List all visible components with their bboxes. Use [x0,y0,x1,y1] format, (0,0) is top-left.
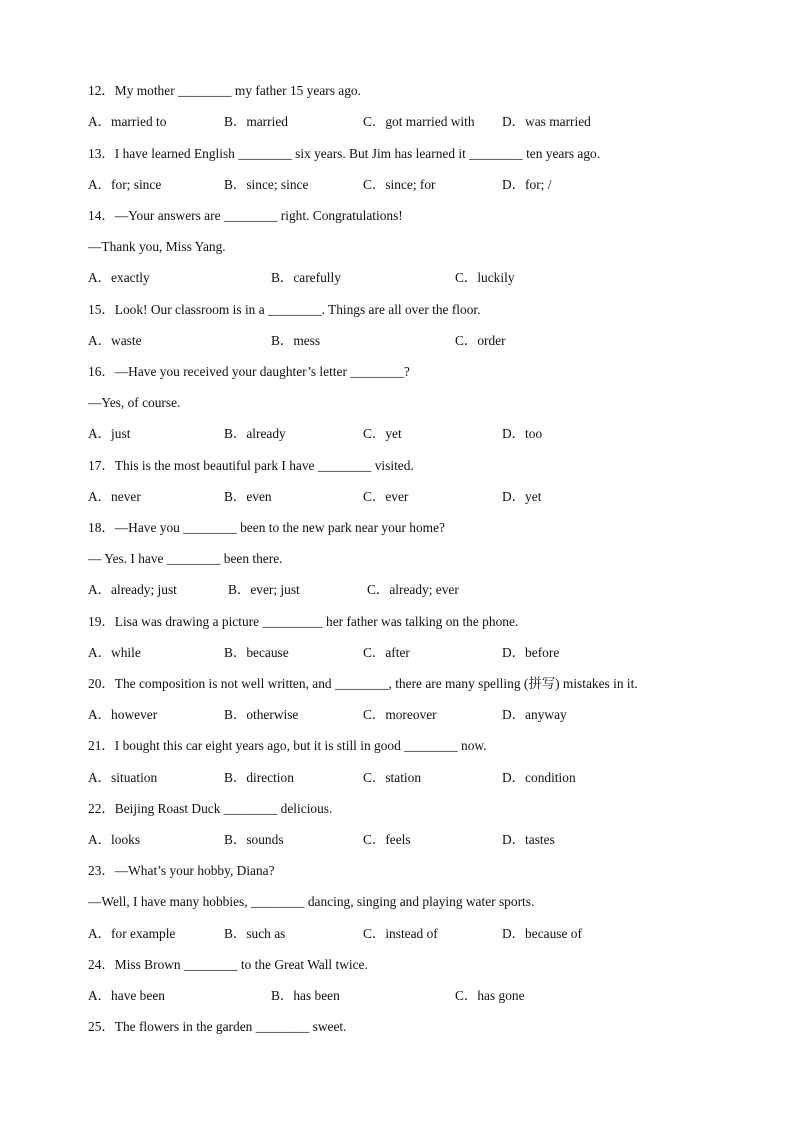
option-c: C．instead of [363,926,438,941]
question-stem: 16．—Have you received your daughter’s letter ________? [88,364,410,379]
option-row [88,769,728,787]
option-c: C．got married with [363,114,475,129]
option-row [88,581,728,599]
question-reply: —Thank you, Miss Yang. [88,239,226,254]
question-stem: 22．Beijing Roast Duck ________ delicious. [88,801,333,816]
option-d: D．was married [502,114,591,129]
option-b: B．already [224,426,286,441]
option-d: D．tastes [502,832,555,847]
option-a: A．situation [88,770,158,785]
option-c: C．yet [363,426,402,441]
question-reply: —Well, I have many hobbies, ________ dancing, singing and playing water sports. [88,894,535,909]
question-stem: 15．Look! Our classroom is in a ________. Things are all over the floor. [88,302,481,317]
question-stem: 19．Lisa was drawing a picture _________ her father was talking on the phone. [88,614,519,629]
option-row [88,831,728,849]
option-a: A．while [88,645,141,660]
option-c: C．feels [363,832,411,847]
option-c: C．moreover [363,707,437,722]
option-row [88,269,728,287]
option-row [88,644,728,662]
option-row [88,113,728,131]
option-c: C．station [363,770,422,785]
option-d: D．anyway [502,707,567,722]
option-b: B．such as [224,926,286,941]
option-b: B．ever; just [228,582,300,597]
option-c: C．has gone [455,988,525,1003]
option-c: C．luckily [455,270,515,285]
option-row [88,706,728,724]
option-d: D．because of [502,926,582,941]
option-row [88,488,728,506]
question-reply: — Yes. I have ________ been there. [88,551,283,566]
option-d: D．too [502,426,543,441]
option-b: B．mess [271,333,321,348]
option-a: A．for; since [88,177,162,192]
option-b: B．sounds [224,832,284,847]
question-stem: 25．The flowers in the garden ________ sweet. [88,1019,347,1034]
option-row [88,987,728,1005]
question-stem: 13．I have learned English ________ six years. But Jim has learned it ________ ten years ago. [88,146,601,161]
option-a: A．looks [88,832,141,847]
option-row [88,925,728,943]
option-b: B．married [224,114,288,129]
option-b: B．because [224,645,289,660]
option-d: D．before [502,645,560,660]
question-stem: 14．—Your answers are ________ right. Congratulations! [88,208,403,223]
option-d: D．for; / [502,177,552,192]
option-a: A．have been [88,988,165,1003]
option-a: A．however [88,707,158,722]
option-c: C．since; for [363,177,436,192]
question-stem: 17．This is the most beautiful park I have ________ visited. [88,458,414,473]
option-a: A．never [88,489,141,504]
option-d: D．yet [502,489,542,504]
option-b: B．direction [224,770,294,785]
option-c: C．after [363,645,410,660]
option-b: B．has been [271,988,340,1003]
question-stem: 20．The composition is not well written, and ________, there are many spelling (拼写) mistakes in it. [88,676,638,691]
option-row [88,425,728,443]
option-a: A．waste [88,333,142,348]
option-a: A．for example [88,926,176,941]
question-stem: 18．—Have you ________ been to the new park near your home? [88,520,445,535]
question-reply: —Yes, of course. [88,395,181,410]
option-c: C．already; ever [367,582,459,597]
option-b: B．carefully [271,270,341,285]
question-stem: 12．My mother ________ my father 15 years ago. [88,83,361,98]
option-a: A．already; just [88,582,177,597]
option-a: A．just [88,426,131,441]
option-b: B．even [224,489,272,504]
option-d: D．condition [502,770,576,785]
question-stem: 21．I bought this car eight years ago, but it is still in good ________ now. [88,738,487,753]
option-b: B．otherwise [224,707,299,722]
option-a: A．exactly [88,270,150,285]
option-row [88,332,728,350]
option-c: C．order [455,333,506,348]
question-stem: 24．Miss Brown ________ to the Great Wall twice. [88,957,368,972]
question-stem: 23．—What’s your hobby, Diana? [88,863,275,878]
option-a: A．married to [88,114,167,129]
option-b: B．since; since [224,177,309,192]
option-c: C．ever [363,489,409,504]
option-row [88,176,728,194]
